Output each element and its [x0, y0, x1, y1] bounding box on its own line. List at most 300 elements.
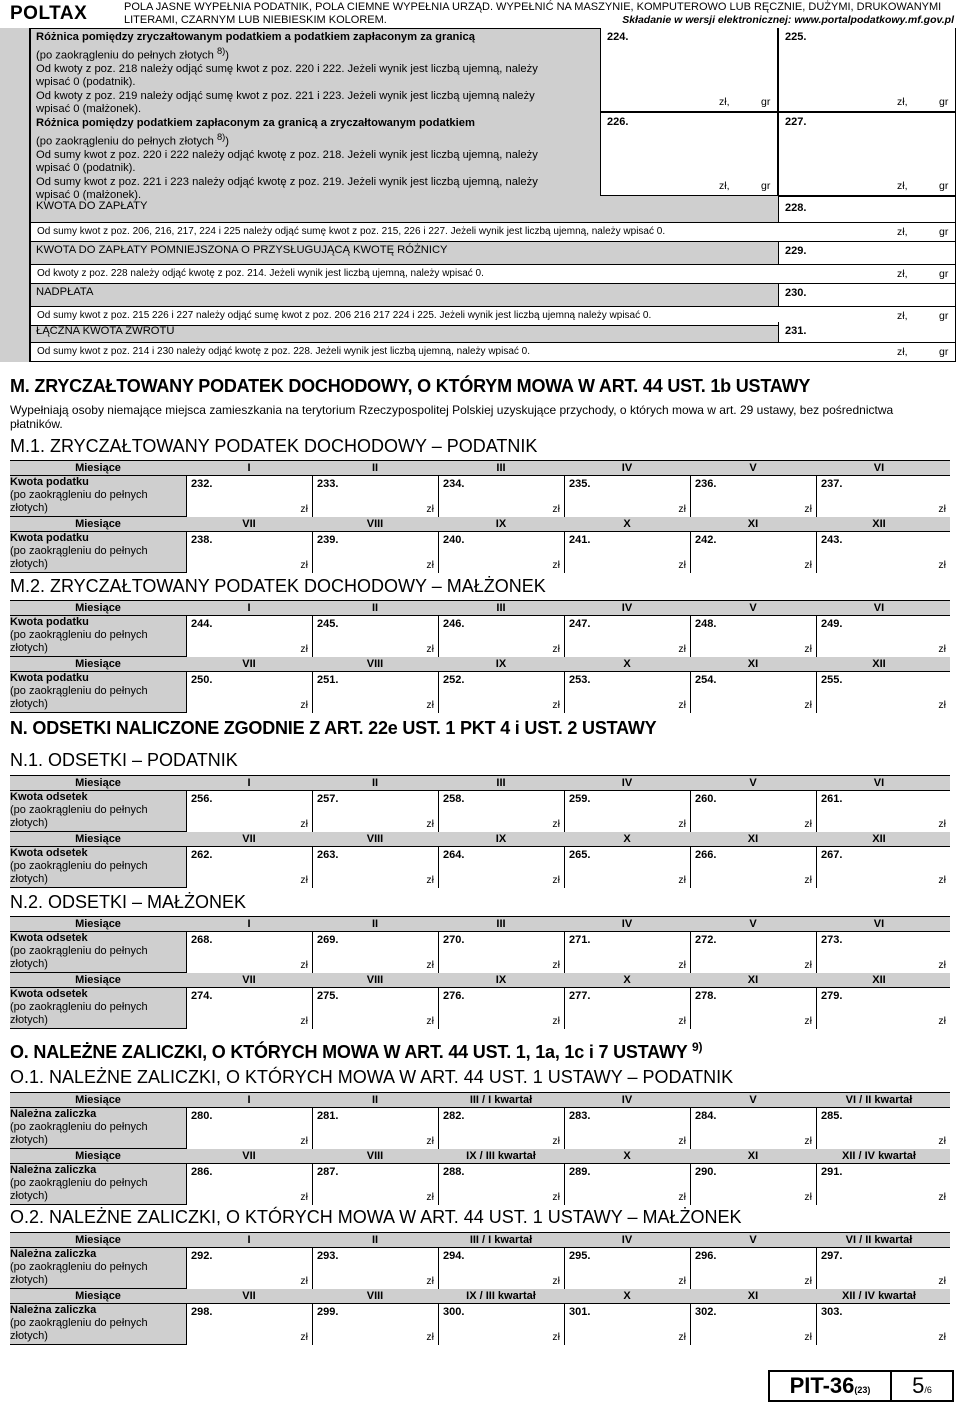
unit-zl: zł: [804, 1275, 812, 1287]
field-number: 263.: [317, 849, 339, 861]
months-label: Miesiące: [75, 1094, 121, 1106]
amount-label: Należna zaliczka: [10, 1108, 97, 1120]
months-label: Miesiące: [75, 777, 121, 789]
field-252[interactable]: [438, 672, 564, 713]
month-header: X: [623, 518, 631, 530]
amount-label: Kwota odsetek: [10, 988, 88, 1000]
months-label: Miesiące: [75, 1234, 121, 1246]
amount-row-label: [10, 476, 186, 515]
row-224-desc-4: wpisać 0 (małżonek).: [36, 103, 142, 116]
electronic-filing-note: Składanie w wersji elektronicznej: www.portalpodatkowy.mf.gov.pl: [622, 14, 954, 26]
unit-zl: zł: [300, 1135, 308, 1147]
row-229-title: KWOTA DO ZAPŁATY POMNIEJSZONA O PRZYSŁUGUJĄCĄ KWOTĘ RÓŻNICY: [36, 244, 448, 256]
field-number: 277.: [569, 990, 591, 1002]
section-m1-title: M.1. ZRYCZAŁTOWANY PODATEK DOCHODOWY – PODATNIK: [10, 436, 538, 456]
section-side-bar: [0, 28, 30, 362]
rounding-note-end: złotych): [10, 817, 48, 829]
unit-zl: zł: [426, 559, 434, 571]
row-224-sub: (po zaokrągleniu do pełnych złotych: [36, 49, 217, 62]
field-282[interactable]: [438, 1108, 564, 1149]
field-280[interactable]: [186, 1108, 312, 1149]
month-header: IV: [621, 602, 633, 614]
field-291[interactable]: [816, 1164, 950, 1205]
month-header: X: [623, 833, 631, 845]
section-m-title: M. ZRYCZAŁTOWANY PODATEK DOCHODOWY, O KTÓRYM MOWA W ART. 44 UST. 1b USTAWY: [10, 376, 811, 396]
unit-zl: zł: [938, 1191, 946, 1203]
month-header: VIII: [366, 833, 384, 845]
unit-zl: zł: [804, 1331, 812, 1343]
month-header: VII: [242, 974, 256, 986]
field-number: 249.: [821, 618, 843, 630]
table-n2: [10, 916, 950, 1028]
unit-zl: zł: [938, 559, 946, 571]
form-code: PIT-36: [789, 1373, 855, 1398]
row-230-title: NADPŁATA: [36, 286, 94, 298]
field-number: 261.: [821, 793, 843, 805]
row-224-title: Różnica pomiędzy zryczałtowanym podatkiem a podatkiem zapłaconym za granicą: [36, 31, 475, 43]
amount-label: Kwota odsetek: [10, 932, 88, 944]
month-header: I: [247, 918, 251, 930]
rounding-note-end: złotych): [10, 1190, 48, 1202]
month-header: IV: [621, 777, 633, 789]
field-number: 265.: [569, 849, 591, 861]
amount-row: [10, 531, 950, 573]
field-275[interactable]: [312, 988, 438, 1029]
unit-zl: zł: [426, 959, 434, 971]
unit-zl: zł: [804, 699, 812, 711]
field-302[interactable]: [690, 1304, 816, 1345]
field-number: 232.: [191, 478, 213, 490]
field-278[interactable]: [690, 988, 816, 1029]
month-header: III: [496, 918, 506, 930]
unit-zl: zł: [426, 503, 434, 515]
month-header: XI: [747, 974, 759, 986]
month-header: III: [496, 462, 506, 474]
field-number: 227.: [785, 116, 807, 128]
month-header: VIII: [366, 518, 384, 530]
month-header: XI: [747, 518, 759, 530]
field-249[interactable]: [816, 616, 950, 657]
amount-row: [10, 1247, 950, 1289]
amount-row: [10, 475, 950, 517]
instructions-line-2: LITERAMI, CZARNYM LUB NIEBIESKIM KOLOREM.: [124, 14, 387, 26]
field-268[interactable]: [186, 932, 312, 973]
field-number: 284.: [695, 1110, 717, 1122]
unit-zl: zł: [678, 818, 686, 830]
field-228-number-box: [778, 196, 956, 222]
page-current: 5: [912, 1373, 925, 1398]
amount-row-label: [10, 1304, 186, 1343]
paren: ): [225, 135, 230, 148]
field-264[interactable]: [438, 847, 564, 888]
field-246[interactable]: [438, 616, 564, 657]
section-n-title: N. ODSETKI NALICZONE ZGODNIE Z ART. 22e UST. 1 PKT 4 i UST. 2 USTAWY: [10, 718, 657, 738]
month-header: IX / III kwartał: [466, 1150, 536, 1162]
unit-zl: zł: [678, 559, 686, 571]
field-288[interactable]: [438, 1164, 564, 1205]
field-273[interactable]: [816, 932, 950, 973]
field-290[interactable]: [690, 1164, 816, 1205]
month-header: IV: [621, 1234, 633, 1246]
month-header: VII: [242, 1290, 256, 1302]
page-number: [892, 1372, 952, 1400]
field-300[interactable]: [438, 1304, 564, 1345]
month-header: I: [247, 462, 251, 474]
footnote-ref: 8): [216, 131, 226, 142]
amount-label: Należna zaliczka: [10, 1164, 97, 1176]
field-237[interactable]: [816, 476, 950, 517]
amount-row: [10, 671, 950, 713]
unit-zl: zł: [300, 1191, 308, 1203]
field-229[interactable]: [30, 264, 956, 284]
field-number: 282.: [443, 1110, 465, 1122]
field-239[interactable]: [312, 532, 438, 573]
paren: ): [225, 49, 230, 62]
rounding-note-end: złotych): [10, 958, 48, 970]
unit-zl: zł: [300, 643, 308, 655]
unit-zl: zł: [300, 559, 308, 571]
month-header: XI: [747, 1150, 759, 1162]
table-o1: [10, 1092, 950, 1204]
field-294[interactable]: [438, 1248, 564, 1289]
month-header: IX: [495, 658, 507, 670]
field-276[interactable]: [438, 988, 564, 1029]
amount-row-label: [10, 932, 186, 971]
months-header-row: [10, 973, 950, 987]
field-231[interactable]: [30, 342, 956, 362]
field-266[interactable]: [690, 847, 816, 888]
section-o1-title: O.1. NALEŻNE ZALICZKI, O KTÓRYCH MOWA W ART. 44 UST. 1 USTAWY – PODATNIK: [10, 1067, 734, 1087]
months-label: Miesiące: [75, 462, 121, 474]
months-label: Miesiące: [75, 1290, 121, 1302]
unit-zl: zł,: [897, 180, 908, 192]
month-header: I: [247, 602, 251, 614]
field-299[interactable]: [312, 1304, 438, 1345]
row-228-title: KWOTA DO ZAPŁATY: [36, 200, 148, 212]
month-header: IX / III kwartał: [466, 1290, 536, 1302]
field-number: 236.: [695, 478, 717, 490]
field-270[interactable]: [438, 932, 564, 973]
field-277[interactable]: [564, 988, 690, 1029]
unit-zl: zł,: [719, 96, 730, 108]
field-number: 239.: [317, 534, 339, 546]
field-259[interactable]: [564, 791, 690, 832]
month-header: V: [749, 1094, 757, 1106]
month-header: I: [247, 1234, 251, 1246]
field-243[interactable]: [816, 532, 950, 573]
field-263[interactable]: [312, 847, 438, 888]
unit-zl: zł: [938, 818, 946, 830]
field-number: 230.: [785, 287, 807, 299]
row-224-label: [36, 31, 596, 117]
unit-zl: zł: [552, 503, 560, 515]
month-header: II: [371, 1234, 379, 1246]
field-265[interactable]: [564, 847, 690, 888]
section-o-title-text: O. NALEŻNE ZALICZKI, O KTÓRYCH MOWA W ART. 44 UST. 1, 1a, 1c i 7 USTAWY: [10, 1042, 688, 1062]
unit-zl: zł: [426, 1135, 434, 1147]
field-number: 280.: [191, 1110, 213, 1122]
field-297[interactable]: [816, 1248, 950, 1289]
field-229-number-box: [778, 242, 956, 264]
amount-row: [10, 790, 950, 832]
field-258[interactable]: [438, 791, 564, 832]
field-245[interactable]: [312, 616, 438, 657]
unit-gr: gr: [939, 226, 949, 238]
month-header: XII: [872, 974, 886, 986]
month-header: III / I kwartał: [469, 1094, 533, 1106]
months-header-row: [10, 832, 950, 846]
months-header-row: [10, 517, 950, 531]
row-224-desc-3: Od kwoty z poz. 219 należy odjąć sumę kwot z poz. 221 i 223. Jeżeli wynik jest liczbą ujemną należy: [36, 89, 535, 102]
field-number: 225.: [785, 31, 807, 43]
unit-zl: zł: [426, 643, 434, 655]
field-296[interactable]: [690, 1248, 816, 1289]
months-header-row: [10, 776, 950, 790]
field-number: 303.: [821, 1306, 843, 1318]
unit-zl: zł: [804, 1191, 812, 1203]
rounding-note: (po zaokrągleniu do pełnych: [10, 860, 148, 872]
rounding-note: (po zaokrągleniu do pełnych: [10, 1261, 148, 1273]
row-226-label: [36, 117, 596, 203]
rounding-note-end: złotych): [10, 1330, 48, 1342]
field-number: 243.: [821, 534, 843, 546]
field-number: 269.: [317, 934, 339, 946]
row-226-sub: (po zaokrągleniu do pełnych złotych: [36, 135, 217, 148]
field-242[interactable]: [690, 532, 816, 573]
month-header: IV: [621, 462, 633, 474]
rounding-note-end: złotych): [10, 502, 48, 514]
month-header: VI: [873, 777, 885, 789]
field-number: 278.: [695, 990, 717, 1002]
field-295[interactable]: [564, 1248, 690, 1289]
field-281[interactable]: [312, 1108, 438, 1149]
unit-gr: gr: [939, 180, 949, 192]
form-footer: [768, 1370, 954, 1402]
field-236[interactable]: [690, 476, 816, 517]
field-285[interactable]: [816, 1108, 950, 1149]
row-231-desc: Od sumy kwot z poz. 214 i 230 należy odjąć kwotę z poz. 228. Jeżeli wynik jest liczbą ujemną, należy wpisać 0.: [37, 346, 531, 357]
rounding-note: (po zaokrągleniu do pełnych: [10, 629, 148, 641]
field-234[interactable]: [438, 476, 564, 517]
field-number: 301.: [569, 1306, 591, 1318]
field-225[interactable]: [778, 28, 956, 112]
field-284[interactable]: [690, 1108, 816, 1149]
field-232[interactable]: [186, 476, 312, 517]
amount-row: [10, 987, 950, 1029]
unit-zl: zł: [552, 1331, 560, 1343]
field-number: 272.: [695, 934, 717, 946]
rounding-note: (po zaokrągleniu do pełnych: [10, 1001, 148, 1013]
field-286[interactable]: [186, 1164, 312, 1205]
month-header: X: [623, 658, 631, 670]
unit-zl: zł: [552, 874, 560, 886]
field-293[interactable]: [312, 1248, 438, 1289]
unit-zl: zł,: [897, 268, 908, 280]
field-number: 297.: [821, 1250, 843, 1262]
field-number: 270.: [443, 934, 465, 946]
unit-zl: zł: [938, 699, 946, 711]
field-274[interactable]: [186, 988, 312, 1029]
month-header: II: [371, 777, 379, 789]
field-number: 248.: [695, 618, 717, 630]
field-number: 251.: [317, 674, 339, 686]
month-header: V: [749, 462, 757, 474]
rounding-note-end: złotych): [10, 1274, 48, 1286]
field-230-number-box: [778, 284, 956, 306]
field-number: 245.: [317, 618, 339, 630]
table-m1: [10, 460, 950, 572]
field-253[interactable]: [564, 672, 690, 713]
field-228[interactable]: [30, 222, 956, 242]
month-header: I: [247, 777, 251, 789]
month-header: VII: [242, 833, 256, 845]
field-number: 286.: [191, 1166, 213, 1178]
unit-zl: zł: [938, 1015, 946, 1027]
field-231-number-box: [778, 322, 956, 342]
field-289[interactable]: [564, 1164, 690, 1205]
unit-zl: zł: [804, 503, 812, 515]
field-267[interactable]: [816, 847, 950, 888]
field-271[interactable]: [564, 932, 690, 973]
field-250[interactable]: [186, 672, 312, 713]
field-247[interactable]: [564, 616, 690, 657]
row-224-desc-1: Od kwoty z poz. 218 należy odjąć sumę kwot z poz. 220 i 222. Jeżeli wynik jest liczbą ujemną, należy: [36, 62, 538, 75]
field-number: 238.: [191, 534, 213, 546]
month-header: V: [749, 1234, 757, 1246]
field-number: 237.: [821, 478, 843, 490]
field-240[interactable]: [438, 532, 564, 573]
month-header: XII / IV kwartał: [842, 1290, 916, 1302]
unit-zl: zł: [678, 1275, 686, 1287]
amount-row-label: [10, 791, 186, 830]
field-233[interactable]: [312, 476, 438, 517]
month-header: VI: [873, 462, 885, 474]
month-header: IV: [621, 918, 633, 930]
month-header: VIII: [366, 658, 384, 670]
field-number: 271.: [569, 934, 591, 946]
unit-gr: gr: [939, 310, 949, 322]
field-number: 302.: [695, 1306, 717, 1318]
field-number: 281.: [317, 1110, 339, 1122]
unit-zl: zł: [678, 1191, 686, 1203]
amount-label: Należna zaliczka: [10, 1304, 97, 1316]
amount-row-label: [10, 847, 186, 886]
footnote-ref: 9): [692, 1040, 703, 1054]
unit-zl: zł: [678, 1015, 686, 1027]
field-number: 231.: [785, 325, 807, 337]
amount-row: [10, 1107, 950, 1149]
unit-zl: zł: [678, 643, 686, 655]
field-287[interactable]: [312, 1164, 438, 1205]
field-number: 247.: [569, 618, 591, 630]
field-256[interactable]: [186, 791, 312, 832]
field-279[interactable]: [816, 988, 950, 1029]
field-227[interactable]: [778, 112, 956, 196]
unit-zl: zł,: [897, 346, 908, 358]
rounding-note: (po zaokrągleniu do pełnych: [10, 685, 148, 697]
field-241[interactable]: [564, 532, 690, 573]
unit-zl: zł: [938, 1275, 946, 1287]
field-248[interactable]: [690, 616, 816, 657]
month-header: IX: [495, 518, 507, 530]
months-header-row: [10, 1233, 950, 1247]
unit-zl: zł: [300, 1331, 308, 1343]
unit-zl: zł: [552, 643, 560, 655]
unit-gr: gr: [761, 180, 771, 192]
month-header: X: [623, 974, 631, 986]
unit-zl: zł: [678, 1331, 686, 1343]
field-235[interactable]: [564, 476, 690, 517]
field-283[interactable]: [564, 1108, 690, 1149]
field-272[interactable]: [690, 932, 816, 973]
rounding-note: (po zaokrągleniu do pełnych: [10, 945, 148, 957]
poltax-logo: POLTAX: [10, 3, 88, 24]
field-261[interactable]: [816, 791, 950, 832]
field-number: 228.: [785, 202, 807, 214]
unit-zl: zł: [804, 1135, 812, 1147]
field-269[interactable]: [312, 932, 438, 973]
unit-zl: zł,: [719, 180, 730, 192]
field-298[interactable]: [186, 1304, 312, 1345]
unit-zl: zł: [552, 959, 560, 971]
field-303[interactable]: [816, 1304, 950, 1345]
field-292[interactable]: [186, 1248, 312, 1289]
field-number: 224.: [607, 31, 629, 43]
field-number: 229.: [785, 245, 807, 257]
month-header: VI / II kwartał: [845, 1234, 913, 1246]
months-label: Miesiące: [75, 1150, 121, 1162]
unit-zl: zł: [426, 1015, 434, 1027]
field-260[interactable]: [690, 791, 816, 832]
field-224[interactable]: [600, 28, 778, 112]
field-262[interactable]: [186, 847, 312, 888]
field-251[interactable]: [312, 672, 438, 713]
unit-zl: zł: [938, 503, 946, 515]
unit-zl: zł: [552, 818, 560, 830]
month-header: III / I kwartał: [469, 1234, 533, 1246]
month-header: V: [749, 777, 757, 789]
unit-zl: zł: [300, 503, 308, 515]
month-header: XII: [872, 833, 886, 845]
field-244[interactable]: [186, 616, 312, 657]
section-o-title: [10, 1040, 702, 1063]
section-o2-title: O.2. NALEŻNE ZALICZKI, O KTÓRYCH MOWA W ART. 44 UST. 1 USTAWY – MAŁŻONEK: [10, 1207, 742, 1227]
field-number: 241.: [569, 534, 591, 546]
month-header: VI: [873, 918, 885, 930]
field-254[interactable]: [690, 672, 816, 713]
field-number: 268.: [191, 934, 213, 946]
page-total: /6: [924, 1385, 932, 1395]
field-301[interactable]: [564, 1304, 690, 1345]
instructions-line-1: POLA JASNE WYPEŁNIA PODATNIK, POLA CIEMNE WYPEŁNIA URZĄD. WYPEŁNIĆ NA MASZYNIE, KOMPUTEROWO LUB RĘCZNIE, DUŻYMI, DRUKOWANYMI: [124, 1, 942, 13]
months-label: Miesiące: [75, 833, 121, 845]
months-label: Miesiące: [75, 602, 121, 614]
month-header: VII: [242, 1150, 256, 1162]
field-number: 244.: [191, 618, 213, 630]
field-255[interactable]: [816, 672, 950, 713]
amount-label: Kwota podatku: [10, 672, 89, 684]
field-238[interactable]: [186, 532, 312, 573]
row-228-desc: Od sumy kwot z poz. 206, 216, 217, 224 i 225 należy odjąć sumę kwot z poz. 215, 226 i 227. Jeżeli wynik jest liczbą ujemną, należy wpisać 0.: [37, 226, 666, 237]
field-number: 291.: [821, 1166, 843, 1178]
field-226[interactable]: [600, 112, 778, 196]
months-header-row: [10, 657, 950, 671]
field-257[interactable]: [312, 791, 438, 832]
month-header: II: [371, 602, 379, 614]
unit-zl: zł: [426, 1331, 434, 1343]
month-header: X: [623, 1290, 631, 1302]
field-number: 298.: [191, 1306, 213, 1318]
